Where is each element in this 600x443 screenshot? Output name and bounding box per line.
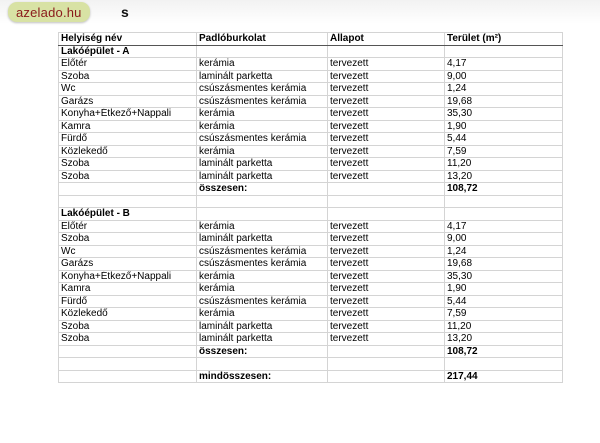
status-cell: tervezett bbox=[328, 295, 445, 308]
flooring-cell: csúszásmentes kerámia bbox=[197, 83, 328, 96]
area-cell: 13,20 bbox=[445, 333, 563, 346]
empty-cell bbox=[197, 45, 328, 58]
room-area-sheet bbox=[58, 32, 562, 383]
flooring-cell: csúszásmentes kerámia bbox=[197, 95, 328, 108]
empty-cell bbox=[59, 358, 197, 371]
table-row bbox=[59, 220, 563, 233]
flooring-cell: kerámia bbox=[197, 283, 328, 296]
table-row bbox=[59, 145, 563, 158]
table-row bbox=[59, 108, 563, 121]
top-bar bbox=[0, 0, 600, 24]
room-name-cell: Wc bbox=[59, 83, 197, 96]
table-row bbox=[59, 83, 563, 96]
flooring-cell: kerámia bbox=[197, 220, 328, 233]
area-cell: 35,30 bbox=[445, 270, 563, 283]
status-cell: tervezett bbox=[328, 83, 445, 96]
building-a-sum-row bbox=[59, 183, 563, 196]
flooring-cell: laminált parketta bbox=[197, 320, 328, 333]
empty-cell bbox=[328, 195, 445, 208]
empty-cell bbox=[445, 45, 563, 58]
building-a-sum-label: összesen: bbox=[197, 183, 328, 196]
table-row bbox=[59, 270, 563, 283]
table-row bbox=[59, 233, 563, 246]
building-a-sum-value: 108,72 bbox=[445, 183, 563, 196]
site-logo-text: azelado.hu bbox=[16, 4, 82, 20]
room-name-cell: Szoba bbox=[59, 170, 197, 183]
area-cell: 11,20 bbox=[445, 320, 563, 333]
column-header-flooring: Padlóburkolat bbox=[197, 33, 328, 46]
room-name-cell: Fürdő bbox=[59, 295, 197, 308]
room-name-cell: Garázs bbox=[59, 258, 197, 271]
empty-cell bbox=[328, 45, 445, 58]
flooring-cell: laminált parketta bbox=[197, 333, 328, 346]
area-cell: 4,17 bbox=[445, 58, 563, 71]
room-name-cell: Előtér bbox=[59, 58, 197, 71]
area-cell: 1,24 bbox=[445, 245, 563, 258]
table-header-row bbox=[59, 33, 563, 46]
flooring-cell: csúszásmentes kerámia bbox=[197, 295, 328, 308]
empty-cell bbox=[328, 183, 445, 196]
empty-cell bbox=[445, 195, 563, 208]
table-row bbox=[59, 120, 563, 133]
flooring-cell: kerámia bbox=[197, 145, 328, 158]
room-name-cell: Kamra bbox=[59, 120, 197, 133]
room-name-cell: Fürdő bbox=[59, 133, 197, 146]
flooring-cell: csúszásmentes kerámia bbox=[197, 245, 328, 258]
area-cell: 11,20 bbox=[445, 158, 563, 171]
empty-cell bbox=[328, 345, 445, 358]
building-a-title: Lakóépület - A bbox=[59, 45, 197, 58]
empty-cell bbox=[328, 370, 445, 383]
table-row bbox=[59, 133, 563, 146]
room-name-cell: Közlekedő bbox=[59, 145, 197, 158]
empty-cell bbox=[445, 208, 563, 221]
status-cell: tervezett bbox=[328, 170, 445, 183]
status-cell: tervezett bbox=[328, 58, 445, 71]
flooring-cell: csúszásmentes kerámia bbox=[197, 258, 328, 271]
room-name-cell: Szoba bbox=[59, 70, 197, 83]
building-b-title-row bbox=[59, 208, 563, 221]
empty-cell bbox=[197, 195, 328, 208]
room-name-cell: Konyha+Étkező+Nappali bbox=[59, 270, 197, 283]
site-logo[interactable] bbox=[8, 2, 90, 22]
flooring-cell: kerámia bbox=[197, 270, 328, 283]
area-cell: 19,68 bbox=[445, 95, 563, 108]
flooring-cell: kerámia bbox=[197, 308, 328, 321]
area-cell: 1,90 bbox=[445, 283, 563, 296]
status-cell: tervezett bbox=[328, 333, 445, 346]
flooring-cell: kerámia bbox=[197, 108, 328, 121]
building-b-sum-label: összesen: bbox=[197, 345, 328, 358]
empty-cell bbox=[328, 208, 445, 221]
table-row bbox=[59, 170, 563, 183]
empty-cell bbox=[197, 208, 328, 221]
status-cell: tervezett bbox=[328, 133, 445, 146]
spacer-row bbox=[59, 195, 563, 208]
table-row bbox=[59, 333, 563, 346]
area-cell: 7,59 bbox=[445, 308, 563, 321]
area-cell: 19,68 bbox=[445, 258, 563, 271]
status-cell: tervezett bbox=[328, 233, 445, 246]
column-header-area: Terület (m²) bbox=[445, 33, 563, 46]
room-name-cell: Wc bbox=[59, 245, 197, 258]
area-cell: 1,24 bbox=[445, 83, 563, 96]
flooring-cell: laminált parketta bbox=[197, 70, 328, 83]
flooring-cell: laminált parketta bbox=[197, 158, 328, 171]
building-a-title-row bbox=[59, 45, 563, 58]
room-name-cell: Előtér bbox=[59, 220, 197, 233]
grand-total-label: mindösszesen: bbox=[197, 370, 328, 383]
building-b-sum-value: 108,72 bbox=[445, 345, 563, 358]
status-cell: tervezett bbox=[328, 220, 445, 233]
status-cell: tervezett bbox=[328, 258, 445, 271]
empty-cell bbox=[59, 345, 197, 358]
status-cell: tervezett bbox=[328, 158, 445, 171]
area-cell: 9,00 bbox=[445, 70, 563, 83]
area-cell: 9,00 bbox=[445, 233, 563, 246]
table-row bbox=[59, 158, 563, 171]
area-cell: 5,44 bbox=[445, 295, 563, 308]
status-cell: tervezett bbox=[328, 308, 445, 321]
flooring-cell: laminált parketta bbox=[197, 233, 328, 246]
status-cell: tervezett bbox=[328, 95, 445, 108]
table-row bbox=[59, 308, 563, 321]
room-name-cell: Szoba bbox=[59, 320, 197, 333]
status-cell: tervezett bbox=[328, 145, 445, 158]
empty-cell bbox=[59, 183, 197, 196]
grand-total-value: 217,44 bbox=[445, 370, 563, 383]
area-cell: 35,30 bbox=[445, 108, 563, 121]
room-name-cell: Garázs bbox=[59, 95, 197, 108]
flooring-cell: kerámia bbox=[197, 58, 328, 71]
table-row bbox=[59, 58, 563, 71]
room-area-table bbox=[58, 32, 563, 383]
table-row bbox=[59, 295, 563, 308]
empty-cell bbox=[197, 358, 328, 371]
table-row bbox=[59, 70, 563, 83]
empty-cell bbox=[328, 358, 445, 371]
table-row bbox=[59, 283, 563, 296]
area-cell: 7,59 bbox=[445, 145, 563, 158]
flooring-cell: kerámia bbox=[197, 120, 328, 133]
area-cell: 13,20 bbox=[445, 170, 563, 183]
room-name-cell: Szoba bbox=[59, 233, 197, 246]
empty-cell bbox=[59, 370, 197, 383]
table-row bbox=[59, 320, 563, 333]
room-name-cell: Szoba bbox=[59, 333, 197, 346]
table-row bbox=[59, 258, 563, 271]
status-cell: tervezett bbox=[328, 320, 445, 333]
room-name-cell: Kamra bbox=[59, 283, 197, 296]
status-cell: tervezett bbox=[328, 108, 445, 121]
column-header-room-name: Helyiség név bbox=[59, 33, 197, 46]
room-area-table-body bbox=[59, 33, 563, 383]
building-b-title: Lakóépület - B bbox=[59, 208, 197, 221]
status-cell: tervezett bbox=[328, 270, 445, 283]
spacer-row bbox=[59, 358, 563, 371]
room-name-cell: Közlekedő bbox=[59, 308, 197, 321]
room-name-cell: Szoba bbox=[59, 158, 197, 171]
building-b-sum-row bbox=[59, 345, 563, 358]
status-cell: tervezett bbox=[328, 120, 445, 133]
area-cell: 4,17 bbox=[445, 220, 563, 233]
table-row bbox=[59, 245, 563, 258]
page-heading-fragment: s bbox=[121, 4, 129, 20]
status-cell: tervezett bbox=[328, 70, 445, 83]
room-name-cell: Konyha+Étkező+Nappali bbox=[59, 108, 197, 121]
flooring-cell: csúszásmentes kerámia bbox=[197, 133, 328, 146]
area-cell: 1,90 bbox=[445, 120, 563, 133]
status-cell: tervezett bbox=[328, 283, 445, 296]
empty-cell bbox=[59, 195, 197, 208]
flooring-cell: laminált parketta bbox=[197, 170, 328, 183]
empty-cell bbox=[445, 358, 563, 371]
grand-total-row bbox=[59, 370, 563, 383]
column-header-status: Állapot bbox=[328, 33, 445, 46]
status-cell: tervezett bbox=[328, 245, 445, 258]
table-row bbox=[59, 95, 563, 108]
area-cell: 5,44 bbox=[445, 133, 563, 146]
